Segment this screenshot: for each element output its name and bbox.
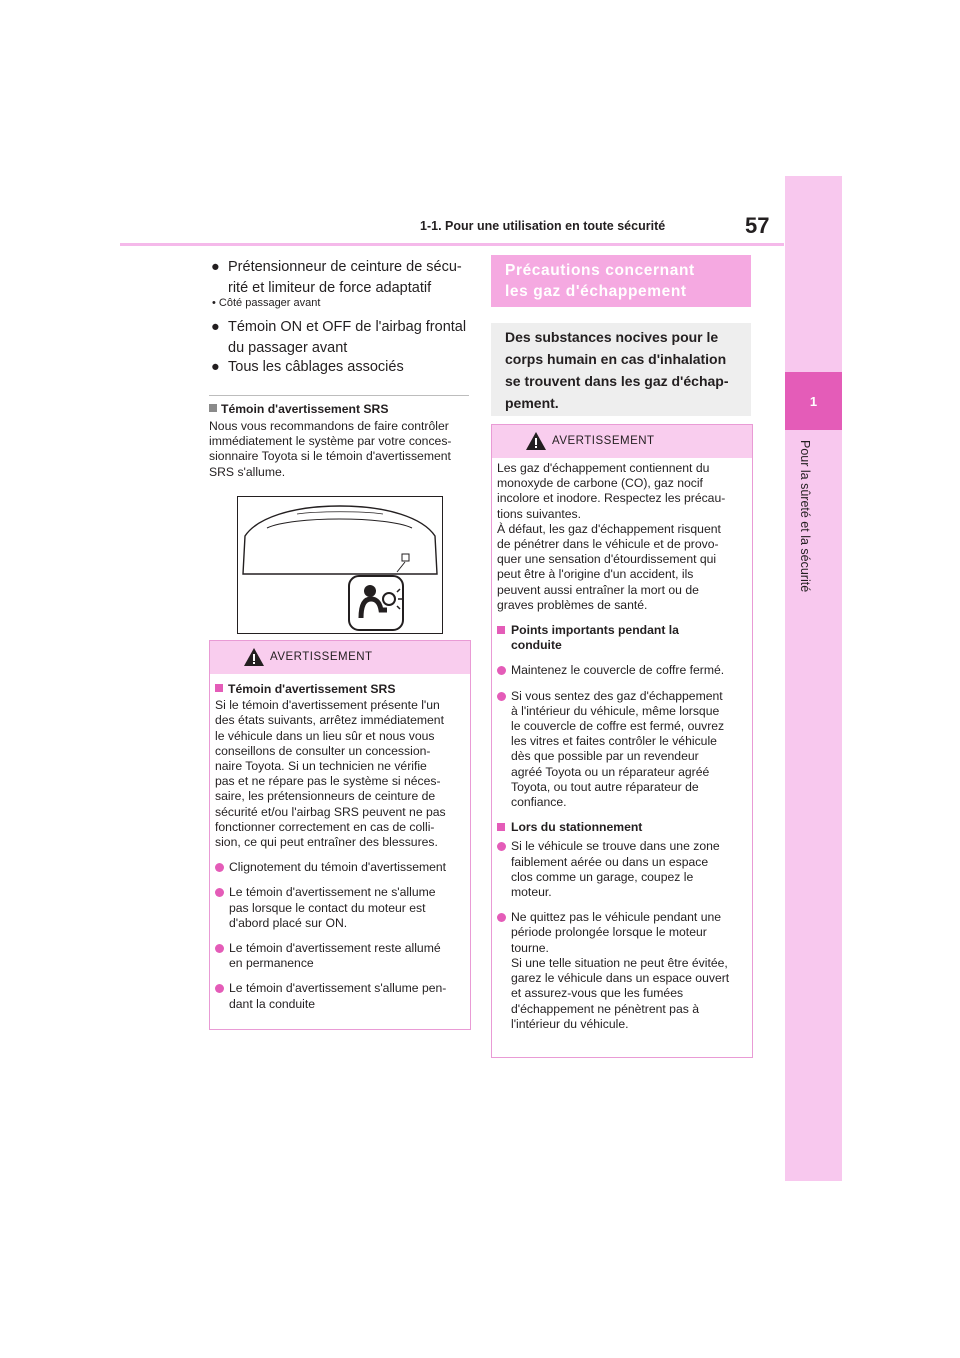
list-item: Si vous sentez des gaz d'échappement à l'intérieur du véhicule, même lorsque le couvercle de coffre est fermé, ouvrez les vitres et faites contrôler le véhicule dès que possible par un revendeur agréé Toyota ou un réparateur agréé Toyota, ou tout autre réparateur de confiance. (497, 689, 744, 811)
srs-heading: Témoin d'avertissement SRS (209, 402, 388, 417)
chapter-side-tab (785, 176, 842, 1181)
list-item: Le témoin d'avertissement reste allumé en permanence (215, 941, 462, 971)
bullet-dot-icon: ● (211, 359, 220, 375)
warning-box-srs (209, 640, 471, 1030)
square-bullet-icon (497, 626, 505, 634)
dashboard-illustration (237, 496, 443, 634)
list-item: Ne quittez pas le véhicule pendant une période prolongée lorsque le moteur tourne. Si une telle situation ne peut être évitée, garez le véhicule dans un espace ouvert et assurez-vous que les fumées d'échappement ne pénètrent pas à l'intérieur du véhicule. (497, 910, 744, 1032)
bullet-dot-icon: ● (211, 319, 220, 335)
list-item: Clignotement du témoin d'avertissement (215, 860, 462, 875)
list-item: Le témoin d'avertissement s'allume pen- dant la conduite (215, 981, 462, 1011)
pink-dot-icon (497, 666, 506, 675)
bullet-dot-icon: ● (211, 259, 220, 275)
warning-paragraph: Les gaz d'échappement contiennent du monoxyde de carbone (CO), gaz nocif incolore et inodore. Respectez les précau- tions suivantes. À défaut, les gaz d'échappement risquent de pénétrer dans le véhicule et de provo- quer une sensation d'étourdissement qui peut être à l'origine d'un accident, ils peuvent aussi entraîner la mort ou de graves problèmes de santé. (497, 461, 726, 612)
warning-paragraph: Si le témoin d'avertissement présente l'un des états suivants, arrêtez immédiatement le véhicule dans un lieu sûr et nous vous conseillons de consulter un concession- naire Toyota. Si un technicien ne vérifie pas et ne répare pas le système si néces- saire, les prétensionneurs de ceinture de sécurité et/ou l'airbag SRS peuvent ne pas fonctionner correctement en cas de colli- sion, ce qui peut entraîner des blessures. (215, 698, 446, 850)
pink-dot-icon (497, 842, 506, 851)
warning-subheading: Lors du stationnement (497, 820, 744, 835)
bullet-wiring: ● Tous les câblages associés (211, 357, 404, 378)
pink-dot-icon (497, 913, 506, 922)
warning-box-exhaust (491, 424, 753, 1058)
warning-subheading: Témoin d'avertissement SRS (215, 682, 462, 697)
list-item: Le témoin d'avertissement ne s'allume pas lorsque le contact du moteur est d'abord placé sur ON. (215, 885, 462, 931)
srs-paragraph: Nous vous recommandons de faire contrôler immédiatement le système par votre conces- sionnaire Toyota si le témoin d'avertissement SRS s'allume. (209, 419, 452, 479)
section-header: 1-1. Pour une utilisation en toute sécurité (420, 219, 666, 233)
header-rule (120, 243, 784, 246)
page-number: 57 (745, 213, 770, 238)
separator (209, 395, 469, 396)
square-bullet-icon (209, 404, 217, 412)
square-bullet-icon (497, 823, 505, 831)
pink-dot-icon (215, 944, 224, 953)
list-item: Maintenez le couvercle de coffre fermé. (497, 663, 744, 678)
intro-box: Des substances nocives pour le corps humain en cas d'inhalation se trouvent dans les gaz d'échap- pement. (491, 323, 751, 416)
warning-header: AVERTISSEMENT (210, 641, 470, 674)
warning-triangle-icon (243, 647, 265, 667)
chapter-number: 1 (785, 372, 842, 430)
warning-triangle-icon (525, 431, 547, 451)
list-item: Si le véhicule se trouve dans une zone faiblement aérée ou dans un espace clos comme un garage, coupez le moteur. (497, 839, 744, 900)
warning-subheading: Points importants pendant la conduite (497, 623, 744, 653)
chapter-title: Pour la sûreté et la sécurité (798, 440, 812, 593)
pink-dot-icon (215, 888, 224, 897)
bullet-pretensioner: ● Prétensionneur de ceinture de sécu- rité et limiteur de force adaptatif (211, 259, 462, 296)
sub-bullet: • Côté passager avant (212, 297, 321, 309)
square-bullet-icon (215, 684, 223, 692)
pink-dot-icon (497, 692, 506, 701)
section-title: Précautions concernant les gaz d'échappement (491, 255, 751, 307)
bullet-airbag-indicator: ● Témoin ON et OFF de l'airbag frontal du passager avant (211, 319, 467, 356)
pink-dot-icon (215, 984, 224, 993)
pink-dot-icon (215, 863, 224, 872)
warning-header: AVERTISSEMENT (492, 425, 752, 458)
